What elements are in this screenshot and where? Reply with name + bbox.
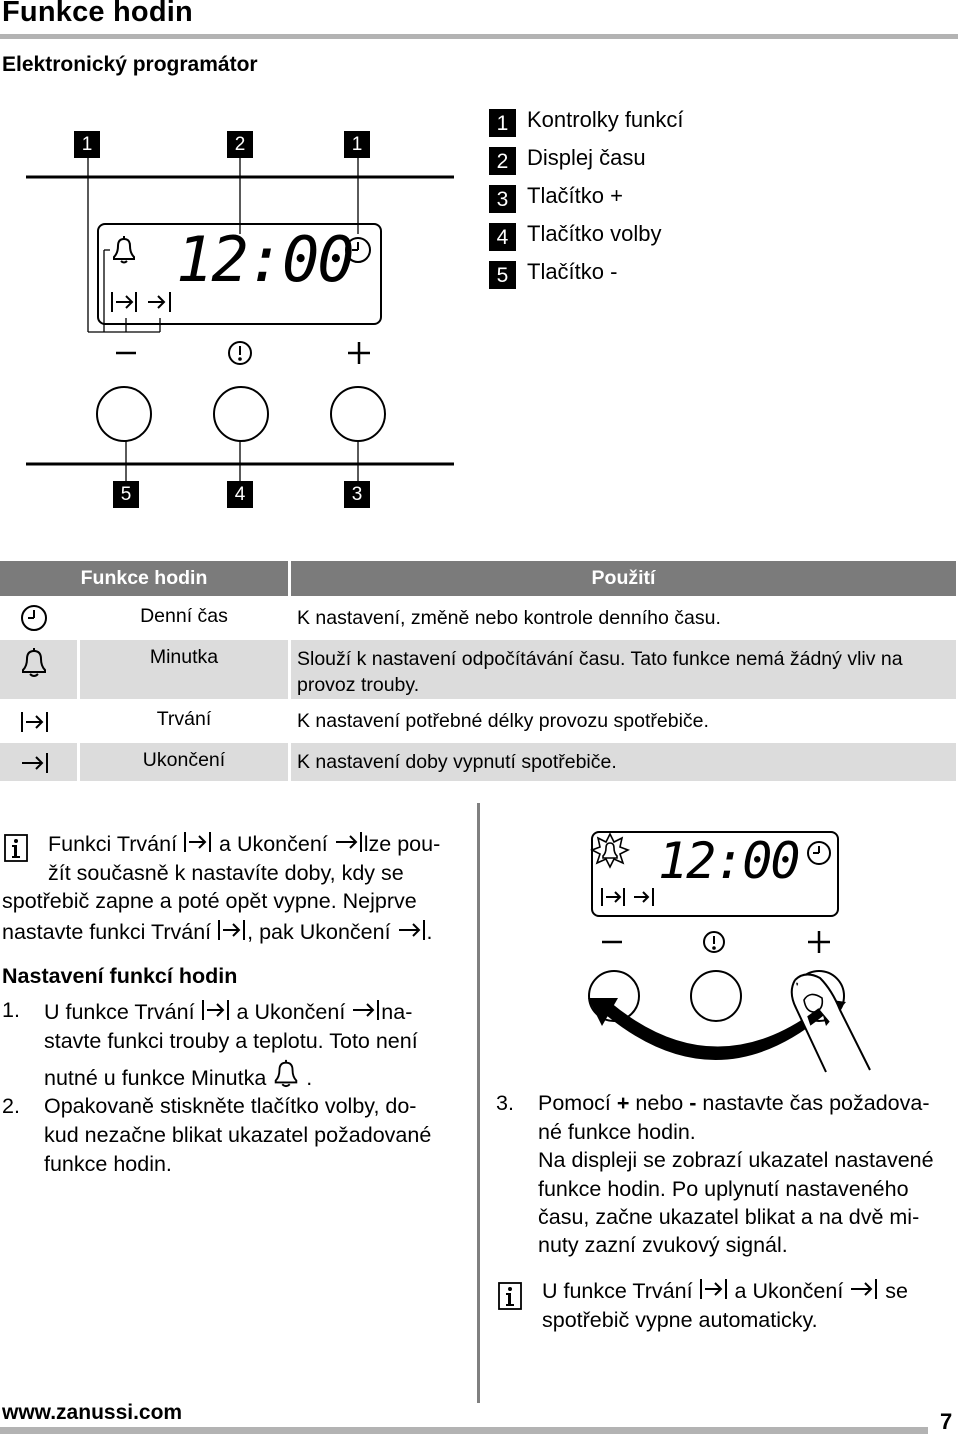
button-press-diagram xyxy=(580,820,880,1080)
end-icon xyxy=(334,830,364,854)
text: nastavte čas požadova- xyxy=(702,1091,930,1115)
table-cell-name: Minutka xyxy=(80,640,288,699)
legend-number: 4 xyxy=(489,223,516,251)
step-line: Opakovaně stiskněte tlačítko volby, do- xyxy=(44,1094,417,1118)
step-line: kud nezačne blikat ukazatel požadované xyxy=(44,1123,432,1147)
table-header-usage: Použití xyxy=(291,561,956,596)
legend-label: Tlačítko volby xyxy=(527,221,662,246)
clock-icon xyxy=(20,604,48,632)
column-divider xyxy=(477,803,480,1403)
text: a Ukončení xyxy=(236,1000,346,1024)
section-title: Elektronický programátor xyxy=(2,53,258,76)
legend-label: Kontrolky funkcí xyxy=(527,107,684,132)
table-icon-cell xyxy=(0,640,77,699)
step-number: 2. xyxy=(2,1094,20,1118)
info-note-line: spotřebič zapne a poté opět vypne. Nejprve xyxy=(2,889,417,913)
text: lze pou- xyxy=(363,832,441,856)
step-number: 1. xyxy=(2,998,20,1022)
step-line: funkce hodin. Po uplynutí nastaveného xyxy=(538,1177,909,1201)
legend-number: 5 xyxy=(489,261,516,289)
step-line: né funkce hodin. xyxy=(538,1120,696,1144)
page-title: Funkce hodin xyxy=(2,0,193,28)
table-row xyxy=(0,743,956,781)
step-line xyxy=(44,1058,312,1093)
info-icon xyxy=(498,1282,522,1310)
text: na- xyxy=(381,1000,413,1024)
callout-1-left: 1 xyxy=(74,131,100,158)
display-time: 12:00 xyxy=(658,832,799,890)
callout-5: 5 xyxy=(113,481,139,508)
info-note-line xyxy=(48,830,440,859)
info-note-line: žít současně k nastavíte doby, kdy se xyxy=(48,861,404,885)
text: Funkci Trvání xyxy=(48,832,178,856)
title-rule xyxy=(0,34,958,39)
footer-rule xyxy=(0,1427,928,1434)
legend-number: 2 xyxy=(489,147,516,175)
table-row xyxy=(0,702,956,740)
end-icon xyxy=(397,918,427,942)
step-line: stavte funkci trouby a teplotu. Toto není xyxy=(44,1029,418,1053)
page-number: 7 xyxy=(940,1409,953,1434)
text: nebo xyxy=(635,1091,684,1115)
step-line: času, začne ukazatel blikat a na dvě mi- xyxy=(538,1205,920,1229)
callout-2: 2 xyxy=(227,131,253,158)
duration-icon xyxy=(699,1277,729,1301)
step-line xyxy=(44,998,412,1027)
table-icon-cell xyxy=(0,743,77,781)
legend-label: Tlačítko + xyxy=(527,183,623,208)
end-icon xyxy=(849,1277,879,1301)
text: a Ukončení xyxy=(219,832,328,856)
legend-number: 1 xyxy=(489,109,516,137)
text: nutné u funkce Minutka xyxy=(44,1066,267,1090)
table-cell-usage: K nastavení doby vypnutí spotřebiče. xyxy=(291,743,956,781)
step-line: Na displeji se zobrazí ukazatel nastavené xyxy=(538,1148,934,1172)
footer-url[interactable]: www.zanussi.com xyxy=(2,1401,183,1424)
step-line: funkce hodin. xyxy=(44,1152,172,1176)
table-cell-usage: K nastavení, změně nebo kontrole denního času. xyxy=(297,607,721,629)
info-icon xyxy=(4,834,28,862)
info-note-line xyxy=(542,1277,908,1306)
control-panel-diagram xyxy=(0,100,470,520)
text: nastavte funkci Trvání xyxy=(2,920,212,944)
text: U funkce Trvání xyxy=(542,1279,693,1303)
legend-label: Tlačítko - xyxy=(527,259,618,284)
duration-icon xyxy=(20,710,50,734)
table-cell-usage: Slouží k nastavení odpočítávání času. Tato funkce nemá žádný vliv na provoz trouby. xyxy=(291,640,956,699)
table-row xyxy=(0,640,956,699)
legend-label: Displej času xyxy=(527,145,646,170)
table-cell-name: Ukončení xyxy=(80,743,288,781)
bell-icon xyxy=(272,1058,300,1088)
text: se xyxy=(885,1279,908,1303)
table-cell-name: Trvání xyxy=(156,708,212,730)
table-cell-usage: K nastavení potřebné délky provozu spotřebiče. xyxy=(297,710,709,732)
bell-icon xyxy=(20,646,48,678)
duration-icon xyxy=(183,830,213,854)
end-icon xyxy=(351,998,381,1022)
text: . xyxy=(426,920,433,944)
display-time: 12:00 xyxy=(176,223,353,296)
info-note-line: spotřebič vypne automaticky. xyxy=(542,1308,818,1332)
text: Pomocí xyxy=(538,1091,611,1115)
callout-1-right: 1 xyxy=(344,131,370,158)
callout-3: 3 xyxy=(344,481,370,508)
duration-icon xyxy=(201,998,231,1022)
subheading: Nastavení funkcí hodin xyxy=(2,964,238,988)
text: . xyxy=(306,1066,313,1090)
info-note-line xyxy=(2,918,433,947)
callout-4: 4 xyxy=(227,481,253,508)
minus-symbol: - xyxy=(689,1091,697,1115)
step-line: nuty zazní zvukový signál. xyxy=(538,1233,788,1257)
text: U funkce Trvání xyxy=(44,1000,195,1024)
text: , pak Ukončení xyxy=(247,920,391,944)
step-line xyxy=(538,1089,930,1118)
table-row xyxy=(0,599,956,637)
plus-symbol: + xyxy=(616,1091,630,1115)
end-icon xyxy=(20,751,50,775)
duration-icon xyxy=(217,918,247,942)
table-icon-cell xyxy=(0,702,77,740)
step-number: 3. xyxy=(496,1091,514,1115)
table-cell-name: Denní čas xyxy=(140,605,228,627)
control-panel-drawing xyxy=(0,100,470,520)
legend-number: 3 xyxy=(489,185,516,213)
text: a Ukončení xyxy=(734,1279,844,1303)
table-icon-cell xyxy=(0,599,77,637)
table-header-function: Funkce hodin xyxy=(0,561,288,596)
